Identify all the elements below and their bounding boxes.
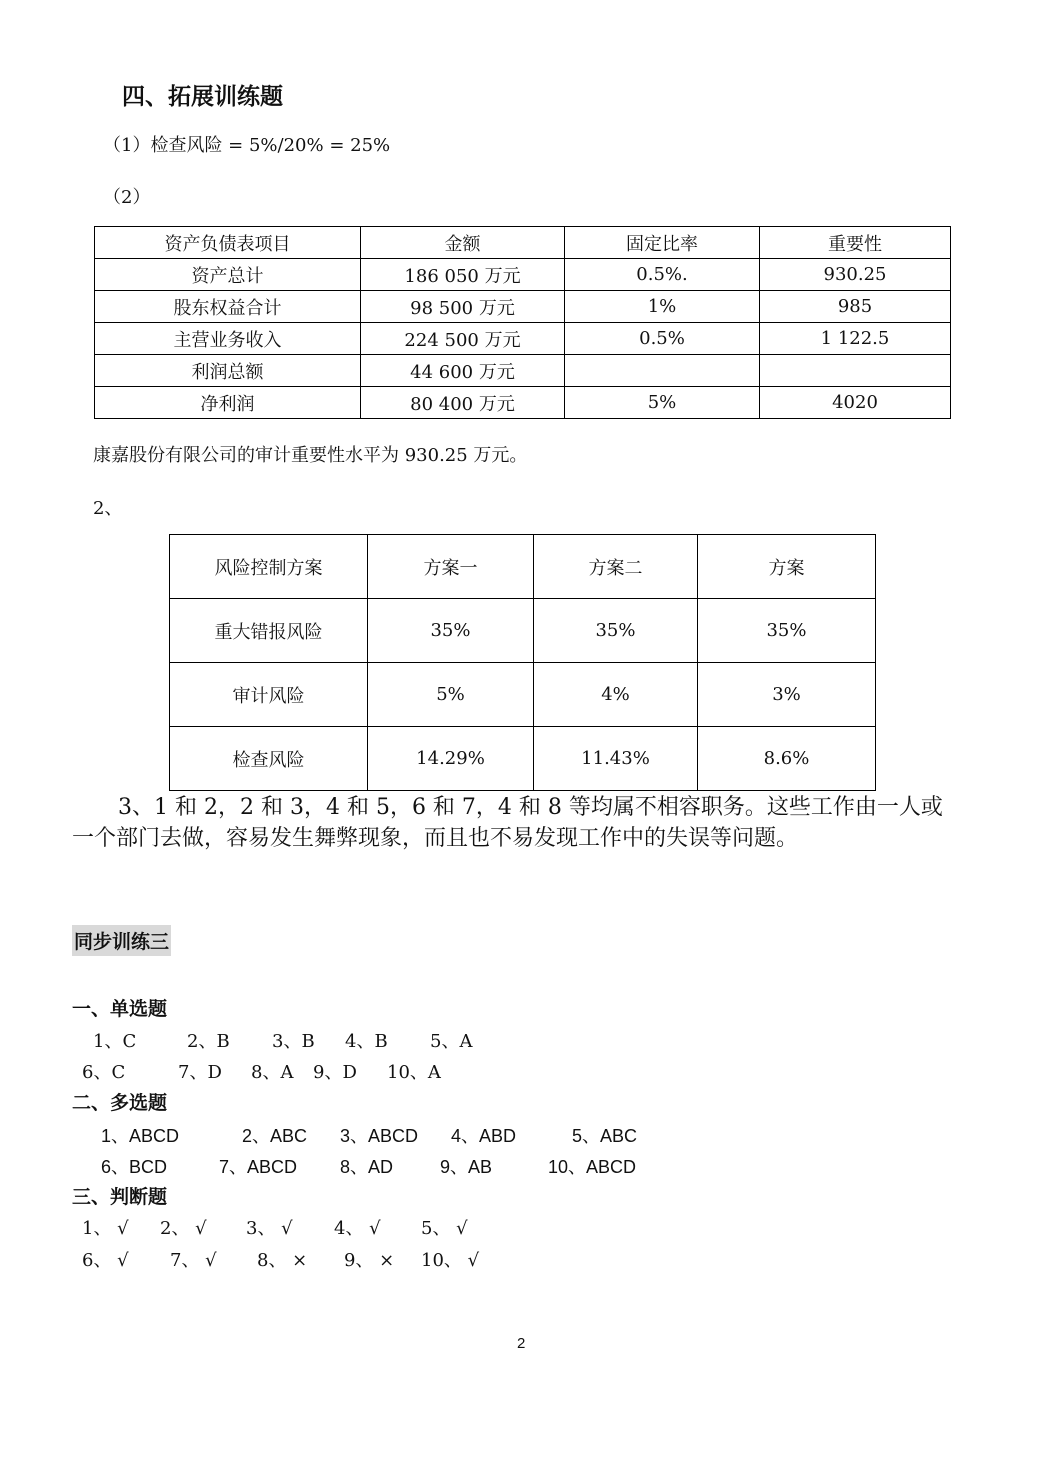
answer-line-2: （2） xyxy=(103,187,151,208)
answer-line-1: （1）检查风险 = 5%/20% = 25% xyxy=(103,135,391,156)
answer-item: 5、ABC xyxy=(572,1126,638,1146)
table-row xyxy=(95,323,951,355)
answer-item: 5、 √ xyxy=(421,1218,468,1239)
table-cell: 4020 xyxy=(760,387,951,419)
answer-item: 5、A xyxy=(430,1031,473,1052)
table-cell: 80 400 万元 xyxy=(361,387,565,419)
answer-item: 6、 √ xyxy=(82,1250,129,1271)
table-cell: 3% xyxy=(698,663,876,727)
answer-item: 3、B xyxy=(272,1031,315,1052)
table-cell: 224 500 万元 xyxy=(361,323,565,355)
single-choice-title: 一、单选题 xyxy=(72,998,168,1020)
table-cell: 5% xyxy=(565,387,760,419)
item-2-label: 2、 xyxy=(93,498,123,519)
table-cell: 4% xyxy=(534,663,698,727)
answer-item: 8、AD xyxy=(340,1157,394,1177)
table-row xyxy=(95,355,951,387)
answer-item: 2、ABC xyxy=(242,1126,308,1146)
table-cell: 930.25 xyxy=(760,259,951,291)
table-cell: 主营业务收入 xyxy=(95,323,361,355)
materiality-table xyxy=(94,226,951,419)
answer-item: 10、A xyxy=(387,1062,441,1083)
table-header-cell: 金额 xyxy=(361,227,565,259)
table-cell: 资产总计 xyxy=(95,259,361,291)
table-cell: 利润总额 xyxy=(95,355,361,387)
table-header-cell: 资产负债表项目 xyxy=(95,227,361,259)
table-header-cell: 方案一 xyxy=(368,535,534,599)
table-cell: 11.43% xyxy=(534,727,698,791)
answer-item: 9、AB xyxy=(440,1157,493,1177)
true-false-row-1 xyxy=(0,1214,1044,1238)
table-cell xyxy=(760,355,951,387)
answer-item: 4、ABD xyxy=(451,1126,517,1146)
page-number: 2 xyxy=(517,1335,526,1352)
answer-item: 1、ABCD xyxy=(101,1126,180,1146)
table-cell: 98 500 万元 xyxy=(361,291,565,323)
table-cell: 重大错报风险 xyxy=(170,599,368,663)
table-row xyxy=(95,259,951,291)
table-cell: 1% xyxy=(565,291,760,323)
answer-item: 9、D xyxy=(313,1062,357,1083)
true-false-row-2 xyxy=(0,1246,1044,1270)
risk-table xyxy=(169,534,876,791)
table-header-cell: 风险控制方案 xyxy=(170,535,368,599)
answer-item: 9、 × xyxy=(344,1250,395,1271)
table-cell xyxy=(565,355,760,387)
single-choice-row-2 xyxy=(0,1058,1044,1082)
answer-item: 2、B xyxy=(187,1031,230,1052)
section-title: 四、拓展训练题 xyxy=(122,84,283,110)
answer-item: 10、 √ xyxy=(421,1250,480,1271)
answer-item: 3、 √ xyxy=(246,1218,293,1239)
answer-item: 6、BCD xyxy=(101,1157,168,1177)
table-cell: 186 050 万元 xyxy=(361,259,565,291)
true-false-title: 三、判断题 xyxy=(72,1186,168,1208)
table-row xyxy=(95,387,951,419)
table-cell: 审计风险 xyxy=(170,663,368,727)
table-cell: 5% xyxy=(368,663,534,727)
answer-item: 7、ABCD xyxy=(219,1157,298,1177)
answer-item: 2、 √ xyxy=(160,1218,207,1239)
table-cell: 0.5% xyxy=(565,323,760,355)
answer-item: 1、 √ xyxy=(82,1218,129,1239)
answer-item: 7、D xyxy=(178,1062,222,1083)
table-cell: 净利润 xyxy=(95,387,361,419)
table-cell: 44 600 万元 xyxy=(361,355,565,387)
table-row xyxy=(95,291,951,323)
item-3-line-2: 一个部门去做，容易发生舞弊现象，而且也不易发现工作中的失误等问题。 xyxy=(72,826,799,851)
single-choice-row-1 xyxy=(0,1027,1044,1051)
table-cell: 8.6% xyxy=(698,727,876,791)
table-row xyxy=(170,727,876,791)
table-header-row xyxy=(170,535,876,599)
table-cell: 检查风险 xyxy=(170,727,368,791)
table-header-row xyxy=(95,227,951,259)
answer-item: 8、A xyxy=(251,1062,294,1083)
item-3-line-1: 3、1 和 2，2 和 3，4 和 5，6 和 7，4 和 8 等均属不相容职务。这些工作由一人或 xyxy=(118,795,943,820)
table-cell: 35% xyxy=(368,599,534,663)
answer-item: 10、ABCD xyxy=(548,1157,637,1177)
answer-item: 8、 × xyxy=(257,1250,308,1271)
multi-choice-title: 二、多选题 xyxy=(72,1092,168,1114)
multi-choice-row-2 xyxy=(0,1153,1044,1177)
answer-item: 1、C xyxy=(93,1031,137,1052)
answer-item: 6、C xyxy=(82,1062,126,1083)
multi-choice-row-1 xyxy=(0,1122,1044,1146)
table-cell: 35% xyxy=(698,599,876,663)
table-header-cell: 方案二 xyxy=(534,535,698,599)
table-header-cell: 重要性 xyxy=(760,227,951,259)
table-row xyxy=(170,663,876,727)
answer-item: 7、 √ xyxy=(170,1250,217,1271)
sync-training-title: 同步训练三 xyxy=(72,925,171,956)
table-cell: 0.5%. xyxy=(565,259,760,291)
table-cell: 14.29% xyxy=(368,727,534,791)
table-cell: 35% xyxy=(534,599,698,663)
answer-item: 3、ABCD xyxy=(340,1126,419,1146)
table-header-cell: 方案 xyxy=(698,535,876,599)
table-row xyxy=(170,599,876,663)
table-cell: 985 xyxy=(760,291,951,323)
table-header-cell: 固定比率 xyxy=(565,227,760,259)
table-cell: 股东权益合计 xyxy=(95,291,361,323)
answer-item: 4、B xyxy=(345,1031,388,1052)
conclusion-text: 康嘉股份有限公司的审计重要性水平为 930.25 万元。 xyxy=(93,445,528,466)
answer-item: 4、 √ xyxy=(334,1218,381,1239)
table-cell: 1 122.5 xyxy=(760,323,951,355)
